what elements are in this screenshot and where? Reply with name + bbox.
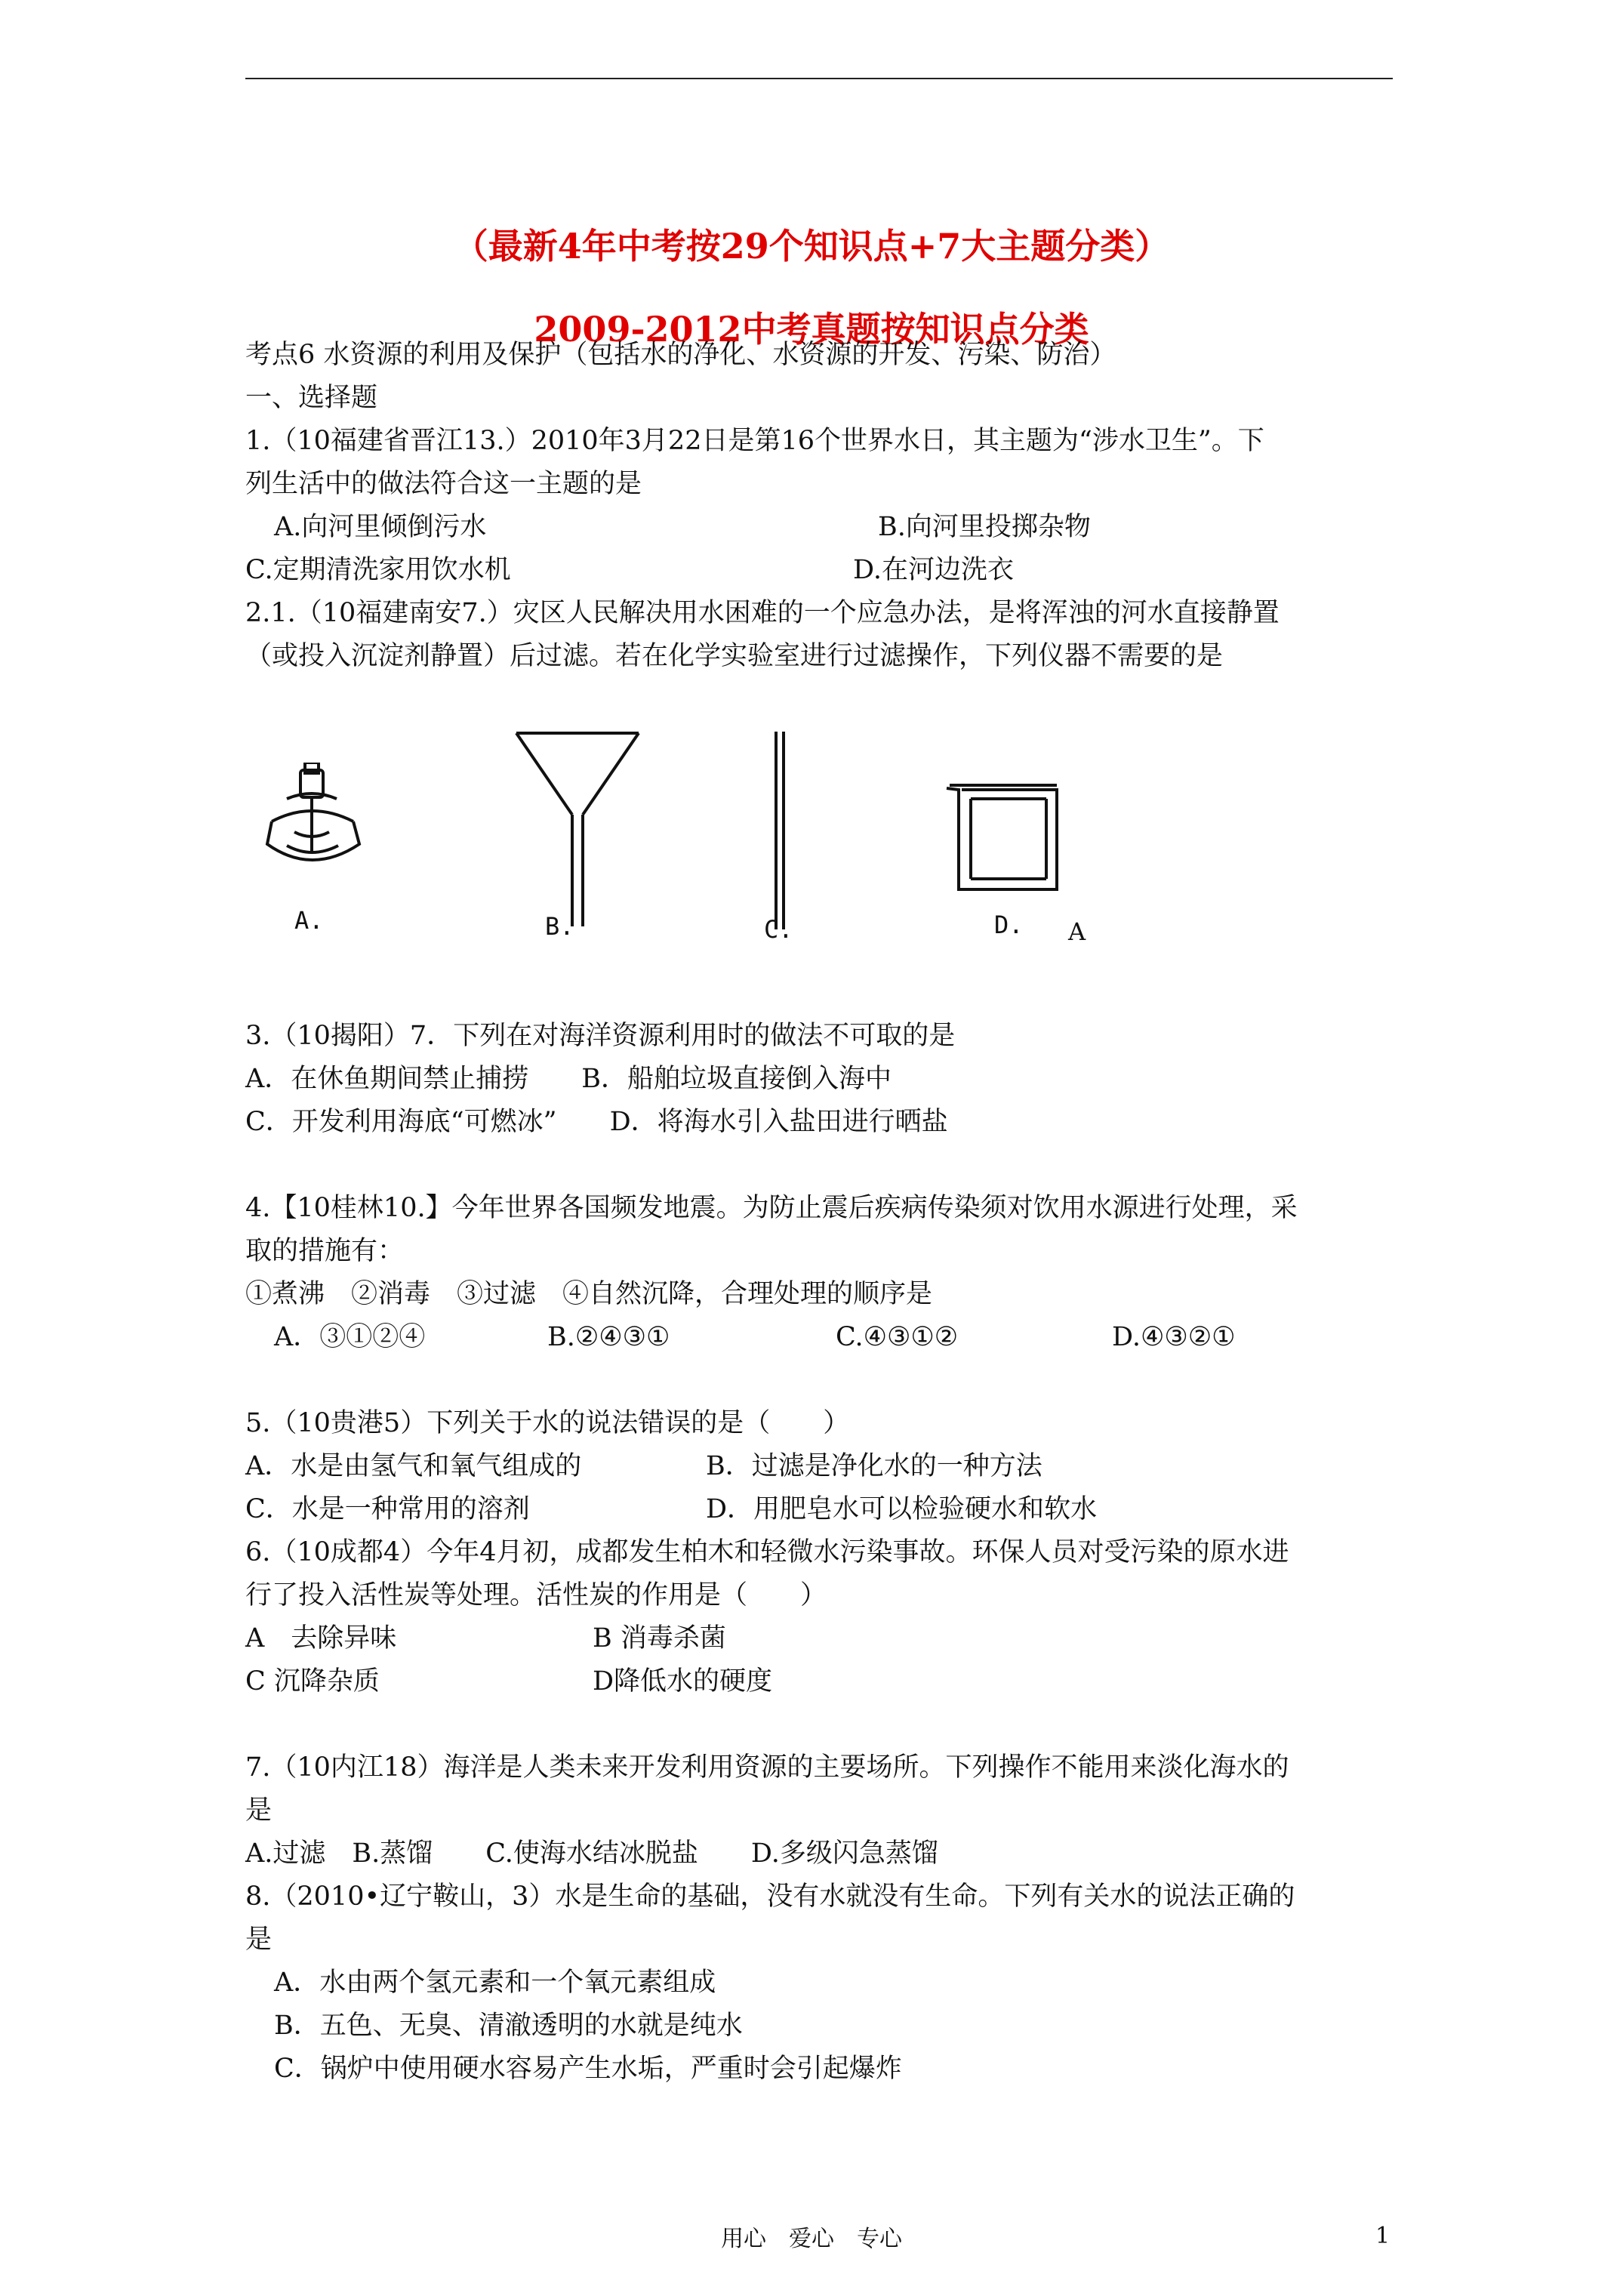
header-rule <box>245 78 1393 79</box>
q3-options-cd: C．开发利用海底“可燃冰” D．将海水引入盐田进行晒盐 <box>245 1107 948 1137</box>
glass-rod-figure <box>771 729 790 932</box>
q1-option-c: C.定期清洗家用饮水机 <box>245 555 511 585</box>
figure-label-b: B. <box>545 912 574 941</box>
title-line-2: 2009-2012中考真题按知识点分类 <box>534 309 1089 350</box>
q5-option-d: D．用肥皂水可以检验硬水和软水 <box>706 1494 1098 1524</box>
q6-option-d: D降低水的硬度 <box>593 1666 773 1697</box>
q1-option-b: B.向河里投掷杂物 <box>878 512 1091 542</box>
figure-label-c: C. <box>764 915 793 944</box>
beaker-figure <box>944 784 1064 897</box>
q1-stem-2: 列生活中的做法符合这一主题的是 <box>245 469 642 499</box>
q2-stem-2: （或投入沉淀剂静置）后过滤。若在化学实验室进行过滤操作，下列仪器不需要的是 <box>245 641 1224 671</box>
q8-option-c: C．锅炉中使用硬水容易产生水垢，严重时会引起爆炸 <box>274 2054 902 2084</box>
q3-options-ab: A．在休鱼期间禁止捕捞 B．船舶垃圾直接倒入海中 <box>245 1064 892 1094</box>
q4-stem-1: 4.【10桂林10.】今年世界各国频发地震。为防止震后疾病传染须对饮用水源进行处理，采 <box>245 1193 1298 1223</box>
title-line-1: （最新4年中考按29个知识点+7大主题分类） <box>453 226 1170 267</box>
q8-stem-2: 是 <box>245 1925 273 1955</box>
section-heading: 考点6 水资源的利用及保护（包括水的净化、水资源的开发、污染、防治） <box>245 340 1116 370</box>
page-number: 1 <box>1375 2223 1390 2249</box>
q5-stem: 5.（10贵港5）下列关于水的说法错误的是（ ） <box>245 1408 850 1438</box>
q2-stem-1: 2.1.（10福建南安7.）灾区人民解决用水困难的一个应急办法，是将浑浊的河水直接静置 <box>245 598 1280 628</box>
q6-option-a: A 去除异味 <box>245 1623 397 1653</box>
q1-stem-1: 1.（10福建省晋江13.）2010年3月22日是第16个世界水日，其主题为“涉水卫生”。下 <box>245 426 1264 456</box>
q1-option-a: A.向河里倾倒污水 <box>274 512 487 542</box>
q4-option-b: B.②④③① <box>547 1322 670 1352</box>
footer-slogan: 用心 爱心 专心 <box>721 2226 902 2252</box>
q4-stem-2: 取的措施有： <box>245 1236 405 1266</box>
q4-option-a: A．③①②④ <box>274 1322 426 1352</box>
q3-stem: 3.（10揭阳）7．下列在对海洋资源利用时的做法不可取的是 <box>245 1021 956 1051</box>
q7-options: A.过滤 B.蒸馏 C.使海水结冰脱盐 D.多级闪急蒸馏 <box>245 1838 938 1869</box>
q6-stem-2: 行了投入活性炭等处理。活性炭的作用是（ ） <box>245 1580 827 1610</box>
question-type: 一、选择题 <box>245 383 378 413</box>
q4-option-c: C.④③①② <box>836 1322 959 1352</box>
q7-stem-1: 7.（10内江18）海洋是人类未来开发利用资源的主要场所。下列操作不能用来淡化海水的 <box>245 1752 1289 1783</box>
q4-option-d: D.④③②① <box>1112 1322 1236 1352</box>
alcohol-lamp-figure <box>257 763 370 883</box>
q5-option-c: C．水是一种常用的溶剂 <box>245 1494 530 1524</box>
q6-stem-1: 6.（10成都4）今年4月初，成都发生柏木和轻微水污染事故。环保人员对受污染的原水进 <box>245 1537 1289 1567</box>
q5-option-a: A．水是由氢气和氧气组成的 <box>245 1451 582 1481</box>
q7-stem-2: 是 <box>245 1795 273 1826</box>
q8-stem-1: 8.（2010•辽宁鞍山，3）水是生命的基础，没有水就没有生命。下列有关水的说法正确的 <box>245 1881 1295 1912</box>
q8-option-a: A．水由两个氢元素和一个氧元素组成 <box>274 1968 716 1998</box>
funnel-figure <box>513 729 642 932</box>
q5-option-b: B．过滤是净化水的一种方法 <box>706 1451 1042 1481</box>
q8-option-b: B．五色、无臭、清澈透明的水就是纯水 <box>274 2011 743 2041</box>
q6-option-c: C 沉降杂质 <box>245 1666 380 1697</box>
figure-label-a: A. <box>294 906 324 935</box>
q1-option-d: D.在河边洗衣 <box>853 555 1014 585</box>
q6-option-b: B 消毒杀菌 <box>593 1623 726 1653</box>
q4-stem-3: ①煮沸 ②消毒 ③过滤 ④自然沉降，合理处理的顺序是 <box>245 1279 933 1309</box>
q2-answer-mark: A <box>1068 917 1086 946</box>
figure-label-d: D. <box>994 911 1024 939</box>
